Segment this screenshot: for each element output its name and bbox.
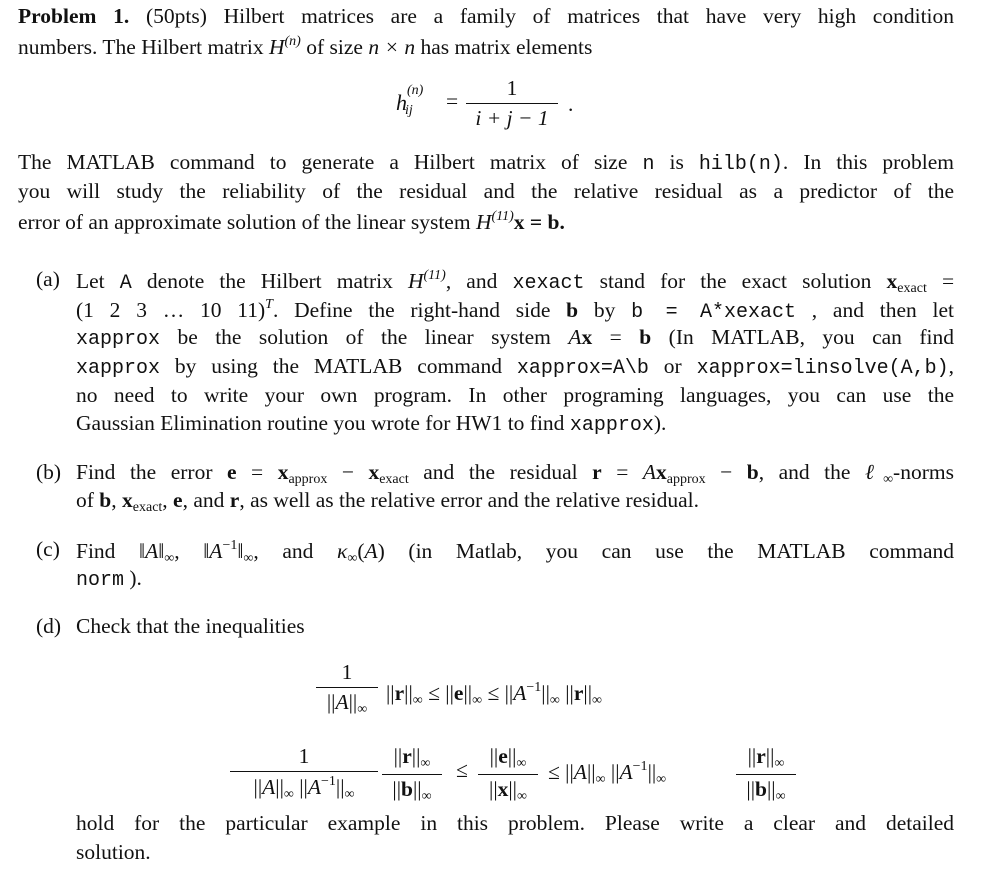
part-d-line-3 xyxy=(76,842,151,864)
part-b-text-7: , as well as the relative error and the relative residual. xyxy=(239,488,699,512)
part-d-line-2 xyxy=(76,813,954,835)
part-a-text-6: by xyxy=(593,298,616,322)
relative-residual-fraction-2 xyxy=(736,744,796,805)
part-c-text-2: , and xyxy=(253,539,314,563)
part-c-label: (c) xyxy=(36,537,60,561)
entry-fraction xyxy=(466,76,558,131)
part-d-text: Check that the inequalities xyxy=(76,614,305,638)
part-c-line-2 xyxy=(76,568,142,591)
part-d-label: (d) xyxy=(36,614,62,638)
system-matrix: $H^{(11)}$ xyxy=(475,209,514,234)
part-a-line-1 xyxy=(76,269,954,296)
inline-code-backslash: xapprox=A\b xyxy=(516,357,649,380)
part-c-text-4: ). xyxy=(129,566,142,590)
problem-line-3 xyxy=(18,152,954,175)
ineq1-bar xyxy=(316,687,378,688)
rel-res2-num: $||r||_\infty$ xyxy=(747,744,785,771)
part-a-text-4: stand for the exact solution xyxy=(599,269,872,293)
ineq2-bar xyxy=(230,771,378,772)
part-b-text-4: -norms xyxy=(893,460,954,484)
problem-label: Problem 1. xyxy=(18,4,130,28)
problem-intro-text-4: has matrix elements xyxy=(420,35,593,59)
ineq1-num: 1 xyxy=(341,660,353,684)
inline-code-n: n xyxy=(642,153,655,176)
problem-intro-text-2: numbers. The Hilbert matrix xyxy=(18,35,264,59)
rel-err-num: $||e||_\infty$ xyxy=(489,744,527,771)
problem-line-1 xyxy=(18,6,954,28)
part-b-line-2 xyxy=(76,490,699,515)
part-b-label: (b) xyxy=(36,460,62,484)
fraction-numerator: 1 xyxy=(506,76,518,100)
part-b-line-1 xyxy=(76,462,954,487)
part-a-text-5: . Define the right-hand side xyxy=(272,298,551,322)
vector-entries: (1 2 3 … 10 11) xyxy=(76,298,266,322)
inline-code-hilb: hilb(n) xyxy=(698,153,783,176)
rel-res-num: $||r||_\infty$ xyxy=(393,744,431,771)
condition-number: $\kappa_\infty(A)$ xyxy=(337,539,385,566)
problem-line-5 xyxy=(18,210,565,234)
inequality-1-chain: $||r||_\infty \le ||e||_\infty \le ||A^{-1}||_\infty$ $||r||_\infty$ xyxy=(386,680,602,708)
inline-code-A: A xyxy=(119,272,132,295)
part-c-text-3: (in Matlab, you can use the MATLAB command xyxy=(408,539,955,563)
inline-code-norm: norm xyxy=(76,569,125,592)
inf-norm-symbol: ℓ$_\infty$ xyxy=(864,460,894,487)
part-a-text-2: denote the Hilbert matrix xyxy=(146,269,393,293)
ineq1-den: $||A||_\infty$ xyxy=(326,690,368,717)
part-a-text-15: ). xyxy=(653,411,667,435)
rel-res-bar xyxy=(382,774,442,775)
part-b-text-6: , and xyxy=(182,488,225,512)
symbol-b: b xyxy=(566,298,579,322)
symbol-r: r xyxy=(229,488,240,512)
part-b-text: Find the error xyxy=(76,460,213,484)
part-a-line-6 xyxy=(76,413,666,436)
part-a-text-8: be the solution of the linear system xyxy=(177,325,551,349)
rel-err-den: $||x||_\infty$ xyxy=(489,777,527,804)
part-a-text-9: (In MATLAB, you can find xyxy=(668,325,955,349)
size-expression: n × n xyxy=(368,35,416,59)
problem-intro-text: Hilbert matrices are a family of matrices that have very high condition xyxy=(223,4,955,28)
inline-code-b-def: b = A*xexact xyxy=(631,301,796,324)
part-d-line-1 xyxy=(76,616,305,638)
part-a-line-4 xyxy=(76,356,954,379)
command-text: The MATLAB command to generate a Hilbert matrix of size xyxy=(18,150,628,174)
part-a-label: (a) xyxy=(36,267,60,291)
ineq2-num: 1 xyxy=(298,744,310,768)
norm-expressions: $‖A‖_\infty$, $‖A^{-1}‖_\infty$ xyxy=(139,538,254,566)
part-a-text-3: , and xyxy=(445,269,498,293)
error-definition: $e = x_{approx} - x_{exact}$ xyxy=(227,460,409,487)
inequality-1-fraction xyxy=(316,660,378,718)
problem-line-2 xyxy=(18,35,592,59)
problem-line-4 xyxy=(18,181,954,203)
part-b-text-2: and the residual xyxy=(423,460,578,484)
command-text-2: is xyxy=(669,150,684,174)
fraction-denominator: i + j − 1 xyxy=(475,106,549,130)
problem-points: (50pts) xyxy=(145,4,207,28)
part-c-line-1 xyxy=(76,539,954,566)
residual-definition: $r = Ax_{approx} - b$ xyxy=(592,460,759,487)
part-b-text-3: , and the xyxy=(758,460,851,484)
quantity-list: b, $x_{exact}$, e xyxy=(99,488,183,515)
inequality-2-lead-fraction xyxy=(230,744,378,803)
inline-code-xapprox-3: xapprox xyxy=(569,414,654,437)
part-a-text: Let xyxy=(76,269,105,293)
ineq2-den: $||A||_\infty$ $||A^{-1}||_\infty$ xyxy=(253,774,355,802)
part-a-text-7: , and then let xyxy=(811,298,955,322)
part-d-text-2: hold for the particular example in this problem. Please write a clear and detailed xyxy=(76,811,954,835)
entry-symbol: $h_{ij}$ (n) xyxy=(396,83,424,118)
part-a-line-2 xyxy=(76,298,954,323)
part-a-text-11: or xyxy=(663,354,682,378)
part-a-text-13: no need to write your own program. In other programing languages, you can use the xyxy=(76,383,954,407)
linear-system: Ax = b xyxy=(568,325,652,349)
rel-err-bar xyxy=(478,774,538,775)
inline-code-xexact: xexact xyxy=(512,272,585,295)
part-a-line-3 xyxy=(76,327,954,350)
command-text-3: . In this problem xyxy=(782,150,955,174)
system-equation: x = b. xyxy=(513,210,565,234)
inline-code-linsolve: xapprox=linsolve(A,b) xyxy=(696,357,949,380)
command-text-4: you will study the reliability of the residual and the relative residual as a predictor of the xyxy=(18,179,954,203)
part-c-text: Find xyxy=(76,539,116,563)
part-a-text-10: by using the MATLAB command xyxy=(174,354,502,378)
inline-code-xapprox-2: xapprox xyxy=(76,357,161,380)
xexact-vector: (1 2 3 … 10 11)$^T$ xyxy=(76,297,273,322)
equals-sign: = xyxy=(446,89,459,113)
part-a-text-14: Gaussian Elimination routine you wrote for HW1 to find xyxy=(76,411,565,435)
part-a-text-12: , xyxy=(948,354,955,378)
inline-code-xapprox: xapprox xyxy=(76,328,161,351)
hilbert-symbol: $H^{(n)}$ xyxy=(268,34,301,59)
inequality-2-upper: ≤ $||A||_\infty$ $||A^{-1}||_\infty$ xyxy=(548,759,667,787)
rel-res-den: $||b||_\infty$ xyxy=(392,777,432,804)
part-b-text-5: of xyxy=(76,488,94,512)
relative-residual-fraction-1 xyxy=(382,744,442,805)
relative-error-fraction xyxy=(478,744,538,805)
command-text-5: error of an approximate solution of the linear system xyxy=(18,210,471,234)
rel-res2-den: $||b||_\infty$ xyxy=(746,777,786,804)
x-exact-symbol: $x_{exact}$ = xyxy=(886,269,955,296)
period: . xyxy=(568,92,574,116)
hilbert-11: $H^{(11)}$ xyxy=(407,268,446,293)
problem-intro-text-3: of size xyxy=(306,35,363,59)
part-a-line-5 xyxy=(76,385,954,407)
part-d-text-3: solution. xyxy=(76,840,151,864)
rel-res2-bar xyxy=(736,774,796,775)
leq-sign-1: ≤ xyxy=(456,758,468,782)
fraction-bar xyxy=(466,103,558,104)
